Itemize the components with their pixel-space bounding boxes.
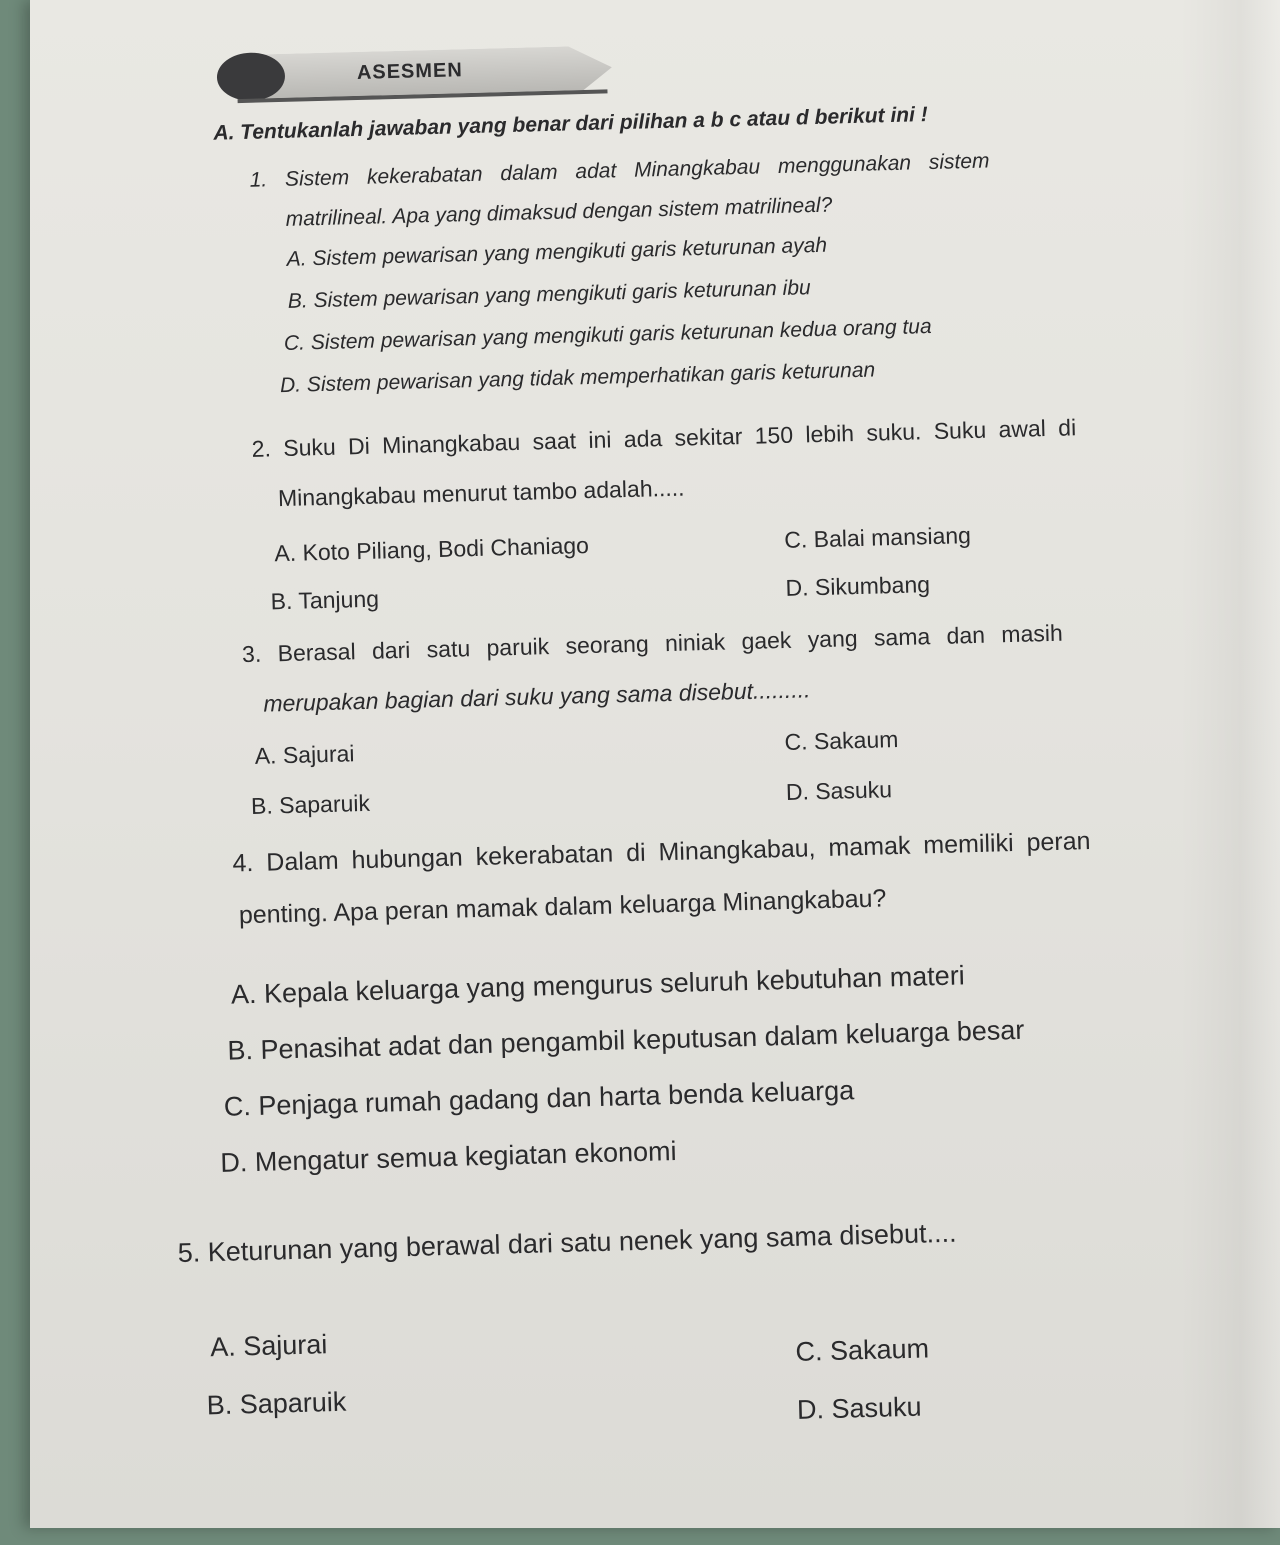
question-3-option-d[interactable]: D. Sasuku <box>785 776 893 805</box>
worksheet-content <box>10 0 1280 1544</box>
question-5-option-d[interactable]: D. Sasuku <box>796 1391 922 1425</box>
question-4-line-2: penting. Apa peran mamak dalam keluarga Minangkabau? <box>238 884 887 930</box>
question-1-option-c[interactable]: C. Sistem pewarisan yang mengikuti garis keturunan kedua orang tua <box>283 315 932 355</box>
question-3-line-1: 3. Berasal dari satu paruik seorang niniak gaek yang sama dan masih <box>241 619 1064 668</box>
question-2-option-c[interactable]: C. Balai mansiang <box>783 522 972 553</box>
question-2-option-d[interactable]: D. Sikumbang <box>785 571 931 601</box>
question-4-line-1: 4. Dalam hubungan kekerabatan di Minangkabau, mamak memiliki peran <box>232 827 1091 878</box>
question-2-option-b[interactable]: B. Tanjung <box>270 585 380 615</box>
question-4-option-a[interactable]: A. Kepala keluarga yang mengurus seluruh kebutuhan materi <box>230 960 966 1010</box>
instruction-heading: A. Tentukanlah jawaban yang benar dari pilihan a b c atau d berikut ini ! <box>213 103 929 145</box>
question-3-option-b[interactable]: B. Saparuik <box>250 789 371 819</box>
question-2-line-1: 2. Suku Di Minangkabau saat ini ada sekitar 150 lebih suku. Suku awal di <box>251 414 1077 462</box>
question-4-option-d[interactable]: D. Mengatur semua kegiatan ekonomi <box>220 1135 677 1178</box>
question-5-option-b[interactable]: B. Saparuik <box>206 1386 347 1421</box>
banner-label: ASESMEN <box>356 59 464 84</box>
question-1-line-2: matrilineal. Apa yang dimaksud dengan sistem matrilineal? <box>285 193 833 231</box>
question-1-option-d[interactable]: D. Sistem pewarisan yang tidak memperhatikan garis keturunan <box>279 358 876 398</box>
question-4-option-c[interactable]: C. Penjaga rumah gadang dan harta benda keluarga <box>223 1075 855 1122</box>
question-3-line-2: merupakan bagian dari suku yang sama disebut......... <box>263 676 811 717</box>
question-1-option-a[interactable]: A. Sistem pewarisan yang mengikuti garis keturunan ayah <box>286 233 828 271</box>
question-5-option-a[interactable]: A. Sajurai <box>209 1329 328 1363</box>
worksheet-page <box>30 0 1280 1528</box>
question-1-option-b[interactable]: B. Sistem pewarisan yang mengikuti garis keturunan ibu <box>287 276 811 313</box>
section-banner <box>216 41 642 104</box>
question-4-option-b[interactable]: B. Penasihat adat dan pengambil keputusan dalam keluarga besar <box>227 1014 1025 1066</box>
question-5-option-c[interactable]: C. Sakaum <box>795 1333 930 1367</box>
question-2-option-a[interactable]: A. Koto Piliang, Bodi Chaniago <box>274 532 590 567</box>
question-1-line-1: 1. Sistem kekerabatan dalam adat Minangkabau menggunakan sistem <box>249 149 990 192</box>
question-3-option-a[interactable]: A. Sajurai <box>254 740 355 769</box>
question-3-option-c[interactable]: C. Sakaum <box>784 726 899 755</box>
question-2-line-2: Minangkabau menurut tambo adalah..... <box>277 474 685 512</box>
question-5-line-1: 5. Keturunan yang berawal dari satu nenek yang sama disebut.... <box>177 1217 957 1269</box>
